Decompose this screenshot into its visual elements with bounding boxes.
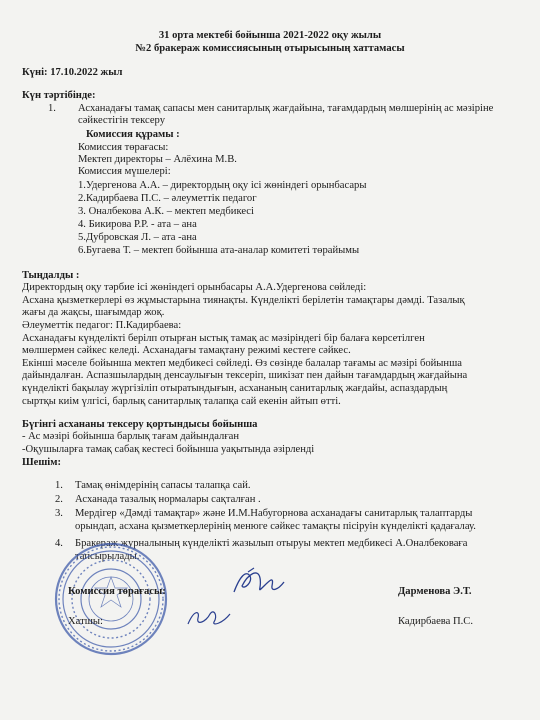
document-title-line2: №2 бракераж комиссиясының отырысының хаттамасы xyxy=(135,43,405,54)
document-date: Күні: 17.10.2022 жыл xyxy=(22,67,123,78)
secretary-name: Кадирбаева П.С. xyxy=(398,616,474,627)
decision-item-line: Мердігер «Дәмді тамақтар» және И.М.Набугорнова асханадағы санитарлық талаптарды xyxy=(75,508,473,519)
results-heading: Бүгінгі асхананы тексеру қортындысы бойынша xyxy=(22,419,258,430)
heard-line: Директордың оқу тәрбие ісі жөніндегі орынбасары А.А.Удергенова сөйледі: xyxy=(22,282,367,293)
commission-members-label: Комиссия мүшелері: xyxy=(78,166,171,177)
agenda-item-line1: Асханадағы тамақ сапасы мен санитарлық жағдайына, тағамдардың мөлшерінің ас мәзіріне xyxy=(78,103,494,114)
heard-line: жағы да жақсы, шағымдар жоқ. xyxy=(22,307,165,318)
commission-member: 1.Удергенова А.А. – директордың оқу ісі жөніндегі орынбасары xyxy=(78,180,367,191)
chair-name: Дарменова Э.Т. xyxy=(398,586,472,597)
heard-heading: Тыңдалды : xyxy=(22,270,80,281)
decision-item-line: орындап, асхана қызметкерлерінің менюге сәйкес тамақты пісіруін күнделікті қадағалау. xyxy=(75,521,476,532)
chair-signature xyxy=(228,566,288,600)
commission-chair-label: Комиссия төрағасы: xyxy=(78,142,169,153)
heard-line: мөлшермен сәйкес келеді. Асханадағы тамақтану режимі кестеге сәйкес. xyxy=(22,345,351,356)
agenda-item-number: 1. xyxy=(48,103,56,114)
commission-member: 3. Оналбекова А.К. – мектеп медбикесі xyxy=(78,206,254,217)
commission-member: 6.Бугаева Т. – мектеп бойынша ата-аналар комитеті төрайымы xyxy=(78,245,360,256)
heard-line: Асханадағы күнделікті берілп отырған ыстық тамақ ас мәзіріндегі бір балаға көрсетілген xyxy=(22,333,425,344)
agenda-item-line2: сәйкестігін тексеру xyxy=(78,115,166,126)
decision-item-number: 1. xyxy=(55,480,63,491)
decision-item-line: тапсырылады. xyxy=(75,551,140,562)
commission-heading: Комиссия құрамы : xyxy=(86,129,180,140)
decision-item-number: 4. xyxy=(55,538,63,549)
chair-signature-label: Комиссия төрағасы: xyxy=(68,586,166,597)
decision-heading: Шешім: xyxy=(22,457,61,468)
document-title-line1: 31 орта мектебі бойынша 2021-2022 оқу жылы xyxy=(158,30,382,41)
commission-member: 2.Кадирбаева П.С. – әлеуметтік педагог xyxy=(78,193,257,204)
agenda-heading: Күн тәртібінде: xyxy=(22,90,96,101)
results-line: -Оқушыларға тамақ сабақ кестесі бойынша уақытында әзірленді xyxy=(22,444,315,455)
decision-item-line: Тамақ өнімдерінің сапасы талапқа сай. xyxy=(75,480,251,491)
commission-member: 5.Дубровская Л. – ата -ана xyxy=(78,232,197,243)
secretary-signature xyxy=(184,604,234,632)
heard-line: дайындалған. Аспазшылардың денсаулығын тексеріп, шикізат пен дайын тағамдардың жағдайына xyxy=(22,370,468,381)
round-seal-stamp xyxy=(52,540,170,658)
decision-item-line: Асханада тазалық нормалары сақталған . xyxy=(75,494,261,505)
heard-line: Асхана қызметкерлері өз жұмыстарына тиянақты. Күнделікті берілетін тамақтары дәмді. Тазалық xyxy=(22,295,465,306)
decision-item-line: Бракераж журналының күнделікті жазылып отыруы мектеп медбикесі А.Оналбековаға xyxy=(75,538,468,549)
commission-member: 4. Бикирова Р.Р. - ата – ана xyxy=(78,219,197,230)
decision-item-number: 2. xyxy=(55,494,63,505)
heard-line: Әлеуметтік педагог: П.Кадирбаева: xyxy=(22,320,182,331)
results-line: - Ас мәзірі бойынша барлық тағам дайындалған xyxy=(22,431,240,442)
decision-item-number: 3. xyxy=(55,508,63,519)
heard-line: күнделікті бақылау жүргізіліп отыратындығын, асхананың санитарлық жағдайы, аспаздардың xyxy=(22,383,448,394)
secretary-signature-label: Хатшы: xyxy=(68,616,103,627)
heard-line: сыртқы киім үлгісі, барлық санитарлық талапқа сай екенін айтып өтті. xyxy=(22,396,341,407)
heard-line: Екінші мәселе бойынша мектеп медбикесі сөйледі. Өз сөзінде балалар тағамы ас мәзірі бойынша xyxy=(22,358,462,369)
commission-chair: Мектеп директоры – Алёхина М.В. xyxy=(78,154,237,165)
